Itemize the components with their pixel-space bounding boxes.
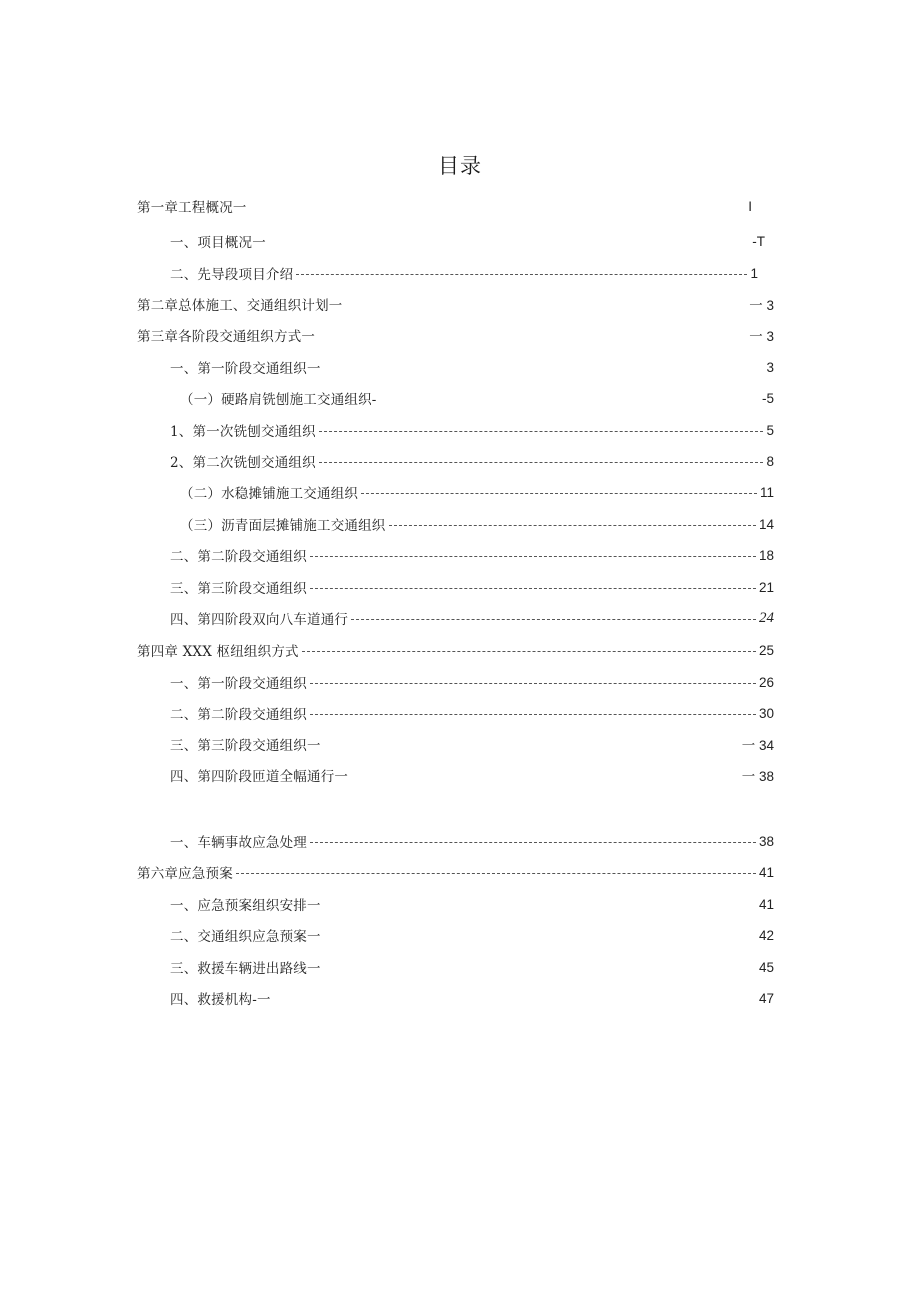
- toc-entry-label: 一、第一阶段交通组织: [170, 676, 307, 692]
- toc-leader: [302, 651, 756, 652]
- toc-entry-page: 一 38: [741, 769, 774, 784]
- toc-entry-page: 5: [766, 422, 774, 438]
- toc-leader: [310, 588, 756, 589]
- toc-entry-page: 30: [758, 705, 774, 721]
- toc-entry-label: 第二章总体施工、交通组织计划一: [137, 298, 343, 314]
- toc-entry: [137, 196, 752, 216]
- toc-entry: [170, 703, 774, 723]
- toc-entry-page: 11: [759, 484, 774, 500]
- toc-entry: [180, 388, 774, 408]
- page-title: 目录: [438, 154, 482, 178]
- toc-entry-page: 一 3: [749, 329, 774, 344]
- toc-entry-label: 一、第一阶段交通组织一: [170, 361, 321, 377]
- toc-entry: [170, 734, 774, 754]
- toc-entry-page: 1: [750, 265, 758, 281]
- toc-entry: [170, 894, 774, 914]
- toc-entry-page: -5: [761, 390, 774, 406]
- toc-entry-page: 一 34: [741, 738, 774, 753]
- toc-entry-label: 1、第一次铣刨交通组织: [170, 424, 316, 440]
- toc-entry-page: 18: [758, 547, 774, 563]
- toc-entry-page: 21: [758, 579, 774, 595]
- toc-entry: [170, 451, 774, 471]
- toc-entry-page: 14: [758, 516, 774, 532]
- toc-entry: [170, 925, 774, 945]
- toc-entry-label: （二）水稳摊铺施工交通组织: [180, 486, 359, 502]
- toc-entry-label: 一、车辆事故应急处理: [170, 835, 307, 851]
- toc-entry-page: 25: [758, 642, 774, 658]
- toc-entry-label: 二、第二阶段交通组织: [170, 549, 307, 565]
- toc-entry-page: 26: [758, 674, 774, 690]
- toc-entry-page: -T: [752, 233, 765, 249]
- toc-entry-label: 第三章各阶段交通组织方式一: [137, 329, 316, 345]
- toc-entry-label: 三、第三阶段交通组织一: [170, 738, 321, 754]
- toc-entry-label: 四、第四阶段双向八车道通行: [170, 612, 349, 628]
- toc-entry: [137, 294, 774, 314]
- toc-entry-page: 47: [758, 990, 774, 1006]
- toc-entry: [137, 862, 774, 882]
- toc-entry: [170, 988, 774, 1008]
- toc-entry-label: 一、应急预案组织安排一: [170, 898, 321, 914]
- toc-entry-label: 三、救援车辆进出路线一: [170, 961, 321, 977]
- toc-entry: [170, 765, 774, 785]
- toc-entry-page: 42: [758, 927, 774, 943]
- toc-entry-label: 2、第二次铣刨交通组织: [170, 455, 316, 471]
- toc-entry-label: （三）沥青面层摊铺施工交通组织: [180, 518, 386, 534]
- toc-entry-label: 第六章应急预案: [137, 866, 233, 882]
- toc-entry-page: 45: [758, 959, 774, 975]
- toc-entry-label: 四、第四阶段匝道全幅通行一: [170, 769, 349, 785]
- toc-entry-label: 二、交通组织应急预案一: [170, 929, 321, 945]
- toc-entry-page: 41: [758, 896, 774, 912]
- toc-leader: [319, 462, 764, 463]
- toc-entry: [170, 672, 774, 692]
- toc-entry: [170, 545, 774, 565]
- toc-leader: [351, 619, 756, 620]
- toc-entry: [170, 263, 758, 283]
- toc-entry-label: 四、救援机构-一: [170, 992, 271, 1008]
- toc-entry: [170, 420, 774, 440]
- toc-leader: [310, 714, 756, 715]
- toc-entry-page: I: [748, 198, 752, 214]
- toc-entry-page: 3: [766, 359, 774, 375]
- toc-leader: [310, 842, 756, 843]
- toc-leader: [361, 493, 757, 494]
- toc-entry-label: 第一章工程概况一: [137, 200, 247, 216]
- toc-entry: [170, 577, 774, 597]
- toc-entry-page: 一 3: [749, 298, 774, 313]
- toc-leader: [310, 683, 756, 684]
- toc-entry-label: 二、先导段项目介绍: [170, 267, 294, 283]
- toc-entry-page: 41: [758, 864, 774, 880]
- toc-leader: [310, 556, 756, 557]
- toc-entry-page: 8: [766, 453, 774, 469]
- toc-entry: [170, 957, 774, 977]
- toc-leader: [236, 873, 756, 874]
- toc-entry: [170, 608, 774, 628]
- toc-entry-page: 24: [759, 609, 774, 626]
- toc-entry: [180, 514, 774, 534]
- toc-entry: [137, 640, 774, 660]
- toc-entry-label: 第四章 XXX 枢纽组织方式: [137, 644, 299, 660]
- toc-entry: [170, 357, 774, 377]
- toc-entry: [137, 325, 774, 345]
- toc-entry-label: 一、项目概况一: [170, 235, 266, 251]
- toc-entry: [170, 231, 765, 251]
- toc-entry: [180, 482, 774, 502]
- toc-leader: [319, 431, 764, 432]
- toc-leader: [389, 525, 756, 526]
- toc-entry-page: 38: [758, 833, 774, 849]
- toc-entry-label: 三、第三阶段交通组织: [170, 581, 307, 597]
- toc-entry-label: 二、第二阶段交通组织: [170, 707, 307, 723]
- toc-entry: [170, 831, 774, 851]
- toc-leader: [296, 274, 747, 275]
- toc-entry-label: （一）硬路肩铣刨施工交通组织-: [180, 392, 377, 408]
